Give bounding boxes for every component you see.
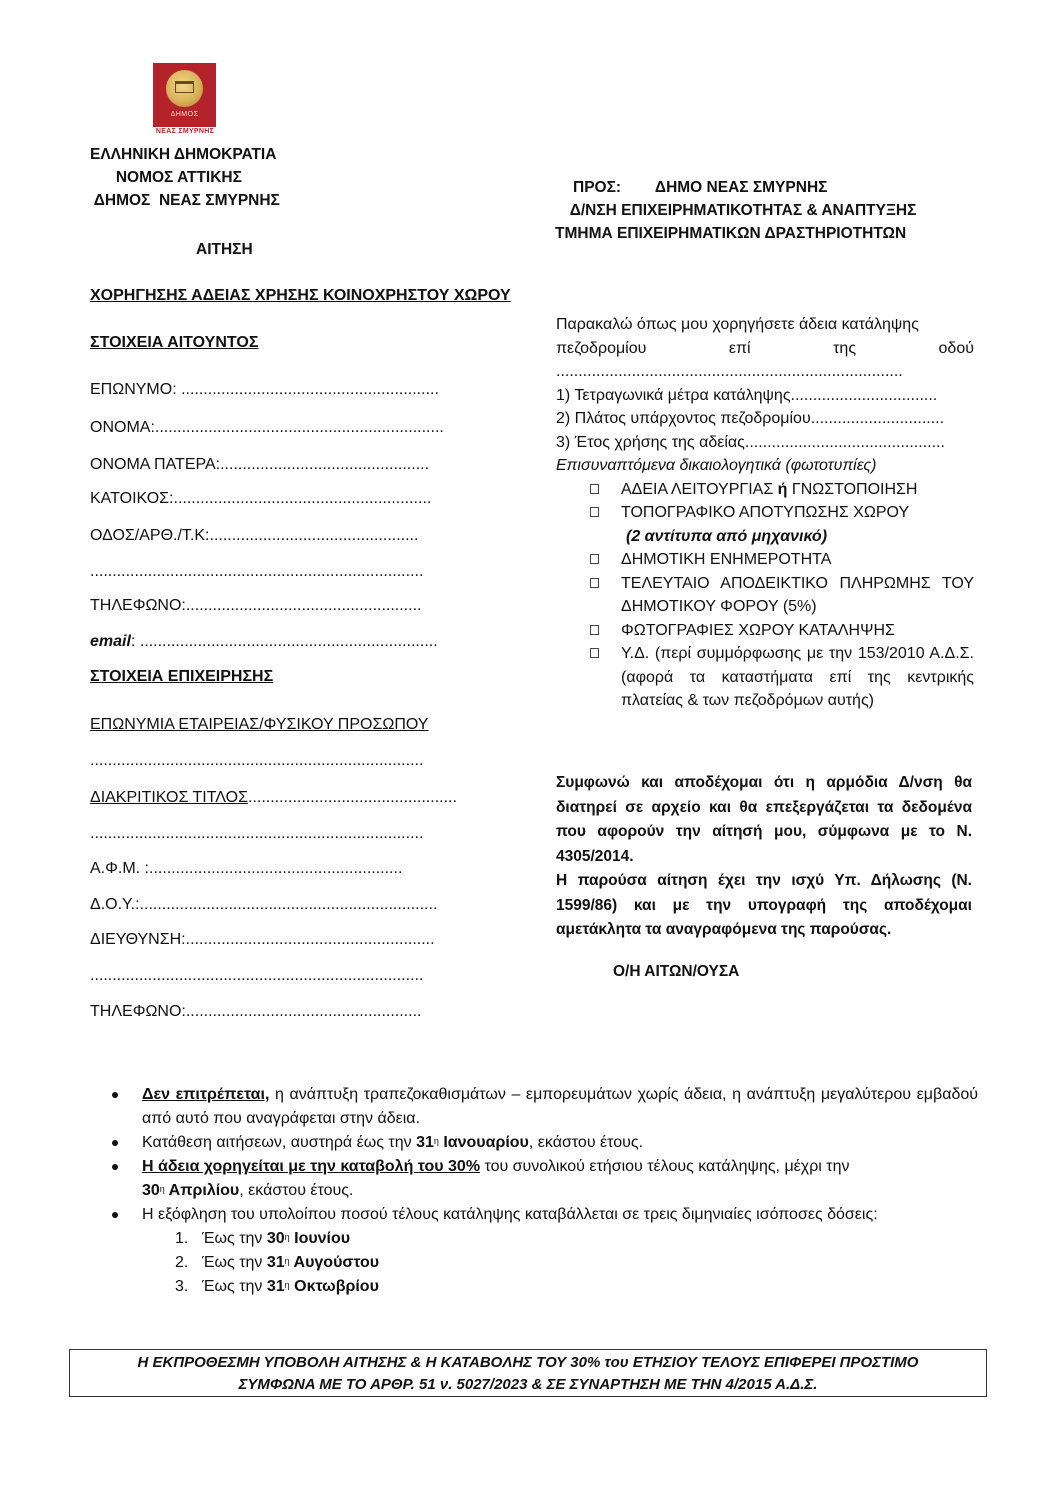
phone-label: ΤΗΛΕΦΩΝΟ: bbox=[90, 597, 186, 614]
municipality-logo bbox=[153, 63, 216, 127]
checkbox[interactable] bbox=[590, 625, 599, 635]
request-line-1: Παρακαλώ όπως μου χορηγήσετε άδεια κατάληψης bbox=[556, 316, 919, 333]
late-submission-fine-notice bbox=[69, 1349, 987, 1397]
attachment-declaration[interactable]: Υ.Δ. (περί συμμόρφωσης με την 153/2010 Α.Δ.Σ. (αφορά τα καταστήματα επί της κεντρικής πλατείας & των πεζοδρόμων αυτής) bbox=[556, 642, 974, 713]
company-name-field[interactable]: ........................................................................... bbox=[90, 752, 424, 769]
surname-label: ΕΠΩΝΥΜΟ: bbox=[90, 381, 182, 398]
sidewalk-width-label: 2) Πλάτος υπάρχοντος πεζοδρομίου bbox=[556, 410, 811, 427]
notes-list bbox=[112, 1083, 978, 1299]
business-phone-label: ΤΗΛΕΦΩΝΟ: bbox=[90, 1003, 186, 1020]
business-address-label: ΔΙΕΥΘΥΝΣΗ: bbox=[90, 931, 186, 948]
attachment-photos[interactable]: ΦΩΤΟΓΡΑΦΙΕΣ ΧΩΡΟΥ ΚΑΤΑΛΗΨΗΣ bbox=[556, 619, 974, 643]
business-phone-field[interactable]: ΤΗΛΕΦΩΝΟ:..................................................... bbox=[90, 1003, 422, 1020]
residence-label: ΚΑΤΟΙΚΟΣ: bbox=[90, 490, 174, 507]
residence-field[interactable]: ΚΑΤΟΙΚΟΣ:.......................................................... bbox=[90, 490, 432, 507]
directorate-line: Δ/ΝΣΗ ΕΠΙΧΕΙΡΗΜΑΤΙΚΟΤΗΤΑΣ & ΑΝΑΠΤΥΞΗΣ bbox=[566, 202, 917, 219]
father-name-label: ΟΝΟΜΑ ΠΑΤΕΡΑ: bbox=[90, 456, 221, 473]
bullet-icon bbox=[112, 1212, 118, 1218]
checkbox[interactable] bbox=[590, 648, 599, 658]
note-item: Η εξόφληση του υπολοίπου ποσού τέλους κατάληψης καταβάλλεται σε τρεις διμηνιαίες ισόποσες δόσεις: bbox=[112, 1203, 978, 1227]
trade-name-label: ΔΙΑΚΡΙΤΙΚΟΣ ΤΙΤΛΟΣ bbox=[90, 789, 248, 806]
request-line-2: πεζοδρομίου επί της οδού bbox=[556, 339, 974, 357]
fine-notice-line-1: Η ΕΚΠΡΟΘΕΣΜΗ ΥΠΟΒΟΛΗ ΑΙΤΗΣΗΣ & Η ΚΑΤΑΒΟΛΗΣ ΤΟΥ 30% του ΕΤΗΣΙΟΥ ΤΕΛΟΥΣ ΕΠΙΦΕΡΕΙ ΠΡΟΣΤΙΜΟ bbox=[137, 1354, 919, 1371]
note-item: Δεν επιτρέπεται, η ανάπτυξη τραπεζοκαθισμάτων – εμπορευμάτων χωρίς άδεια, η ανάπτυξη μεγαλύτερου εμβαδού από αυτό που αναγράφεται στην άδεια. bbox=[112, 1083, 978, 1131]
father-name-field[interactable]: ΟΝΟΜΑ ΠΑΤΕΡΑ:............................................... bbox=[90, 456, 430, 473]
phone-field[interactable]: ΤΗΛΕΦΩΝΟ:..................................................... bbox=[90, 597, 422, 614]
business-address-field[interactable]: ΔΙΕΥΘΥΝΣΗ:........................................................ bbox=[90, 931, 435, 948]
installments-list bbox=[112, 1227, 978, 1299]
tax-id-field[interactable]: Α.Φ.Μ. :......................................................... bbox=[90, 860, 403, 877]
business-address-extra-field[interactable]: ........................................................................... bbox=[90, 967, 424, 984]
form-title: ΧΟΡΗΓΗΣΗΣ ΑΔΕΙΑΣ ΧΡΗΣΗΣ ΚΟΙΝΟΧΡΗΣΤΟΥ ΧΩΡΟΥ bbox=[90, 287, 511, 304]
tax-office-field[interactable]: Δ.Ο.Υ.:................................................................... bbox=[90, 896, 438, 913]
name-label: ΟΝΟΜΑ: bbox=[90, 419, 155, 436]
occupied-area-field[interactable]: 1) Τετραγωνικά μέτρα κατάληψης................................. bbox=[556, 386, 938, 404]
checkbox[interactable] bbox=[590, 484, 599, 494]
bullet-icon bbox=[112, 1092, 118, 1098]
surname-field[interactable]: ΕΠΩΝΥΜΟ: .......................................................... bbox=[90, 381, 439, 398]
logo-label-top: ΔΗΜΟΣ bbox=[170, 111, 199, 118]
department-line: ΤΜΗΜΑ ΕΠΙΧΕΙΡΗΜΑΤΙΚΩΝ ΔΡΑΣΤΗΡΙΟΤΗΤΩΝ bbox=[555, 225, 907, 242]
trade-name-extra-field[interactable]: ........................................................................... bbox=[90, 825, 424, 842]
company-name-label: ΕΠΩΝΥΜΙΑ ΕΤΑΙΡΕΙΑΣ/ΦΥΣΙΚΟΥ ΠΡΟΣΩΠΟΥ bbox=[90, 716, 429, 733]
tax-id-label: Α.Φ.Μ. : bbox=[90, 860, 149, 877]
issuer-header bbox=[90, 143, 280, 212]
checkbox[interactable] bbox=[590, 507, 599, 517]
installment-item: 3. Έως την $31^\eta$ Οκτωβρίου bbox=[175, 1278, 379, 1295]
document-type: ΑΙΤΗΣΗ bbox=[196, 241, 253, 258]
business-section-title: ΣΤΟΙΧΕΙΑ ΕΠΙΧΕΙΡΗΣΗΣ bbox=[90, 668, 274, 685]
note-item: Η άδεια χορηγείται με την καταβολή του 30% του συνολικού ετήσιου τέλους κατάληψης, μέχρι την $30^\eta$ Απριλίου, εκάστου έτους. bbox=[112, 1155, 978, 1203]
permit-year-field[interactable]: 3) Έτος χρήσης της αδείας............................................. bbox=[556, 433, 945, 451]
recipient-line: ΠΡΟΣ: ΔΗΜΟ ΝΕΑΣ ΣΜΥΡΝΗΣ bbox=[573, 179, 828, 196]
request-block bbox=[556, 313, 974, 713]
sidewalk-width-field[interactable]: 2) Πλάτος υπάρχοντος πεζοδρομίου.............................. bbox=[556, 410, 945, 427]
republic-line: ΕΛΛΗΝΙΚΗ ΔΗΜΟΚΡΑΤΙΑ bbox=[90, 146, 277, 163]
topographic-note: (2 αντίτυπα από μηχανικό) bbox=[626, 527, 828, 545]
address-extra-field[interactable]: ........................................................................... bbox=[90, 563, 424, 580]
attachments-title: Επισυναπτόμενα δικαιολογητικά (φωτοτυπίες) bbox=[556, 457, 877, 474]
attachment-tax-receipt[interactable]: ΤΕΛΕΥΤΑΙΟ ΑΠΟΔΕΙΚΤΙΚΟ ΠΛΗΡΩΜΗΣ ΤΟΥ ΔΗΜΟΤΙΚΟΥ ΦΟΡΟΥ (5%) bbox=[556, 572, 974, 619]
fine-notice-line-2: ΣΥΜΦΩΝΑ ΜΕ ΤΟ ΑΡΘΡ. 51 ν. 5027/2023 & ΣΕ ΣΥΝΑΡΤΗΣΗ ΜΕ ΤΗΝ 4/2015 Α.Δ.Σ. bbox=[238, 1376, 818, 1393]
temple-icon bbox=[175, 81, 194, 93]
street-field[interactable]: .............................................................................. bbox=[556, 363, 903, 380]
email-label: email bbox=[90, 633, 131, 650]
attachment-operating-license[interactable]: ΑΔΕΙΑ ΛΕΙΤΟΥΡΓΙΑΣ ή ΓΝΩΣΤΟΠΟΙΗΣΗ bbox=[556, 478, 974, 502]
applicant-section-title: ΣΤΟΙΧΕΙΑ ΑΙΤΟΥΝΤΟΣ bbox=[90, 334, 259, 351]
note-item: Κατάθεση αιτήσεων, αυστηρά έως την $31^\eta$ Ιανουαρίου, εκάστου έτους. bbox=[112, 1131, 978, 1155]
coin-emblem-icon bbox=[166, 70, 203, 107]
bullet-icon bbox=[112, 1164, 118, 1170]
tax-office-label: Δ.Ο.Υ.: bbox=[90, 896, 140, 913]
attachment-municipal-clearance[interactable]: ΔΗΜΟΤΙΚΗ ΕΝΗΜΕΡΟΤΗΤΑ bbox=[556, 548, 974, 572]
bullet-icon bbox=[112, 1140, 118, 1146]
name-field[interactable]: ΟΝΟΜΑ:................................................................. bbox=[90, 419, 444, 436]
recipient-header bbox=[555, 176, 916, 245]
logo-caption: ΝΕΑΣ ΣΜΥΡΝΗΣ bbox=[155, 128, 215, 135]
prefecture-line: ΝΟΜΟΣ ΑΤΤΙΚΗΣ bbox=[90, 169, 242, 186]
attachment-topographic-survey[interactable]: ΤΟΠΟΓΡΑΦΙΚΟ ΑΠΟΤΥΠΩΣΗΣ ΧΩΡΟΥ bbox=[556, 501, 974, 525]
address-field[interactable]: ΟΔΟΣ/ΑΡΘ./Τ.Κ:............................................... bbox=[90, 527, 419, 544]
permit-year-label: 3) Έτος χρήσης της αδείας bbox=[556, 433, 745, 451]
consent-block bbox=[556, 771, 972, 943]
installment-item: 1. Έως την $30^\eta$ Ιουνίου bbox=[175, 1230, 351, 1247]
checkbox[interactable] bbox=[590, 554, 599, 564]
email-field[interactable]: email: ................................................................... bbox=[90, 633, 438, 650]
solemn-declaration: Η παρούσα αίτηση έχει την ισχύ Υπ. Δήλωσης (Ν. 1599/86) και με την υπογραφή της αποδέχομαι αμετάκλητα τα αναγραφόμενα της παρούσας. bbox=[556, 872, 972, 938]
gdpr-consent: Συμφωνώ και αποδέχομαι ότι η αρμόδια Δ/νση θα διατηρεί σε αρχείο και θα επεξεργάζεται τα δεδομένα που αφορούν την αίτησή μου, σύμφωνα με το Ν. 4305/2014. bbox=[556, 774, 972, 865]
signature-label: Ο/Η ΑΙΤΩΝ/ΟΥΣΑ bbox=[613, 963, 740, 980]
occupied-area-label: 1) Τετραγωνικά μέτρα κατάληψης bbox=[556, 386, 791, 404]
municipality-line: ΔΗΜΟΣ ΝΕΑΣ ΣΜΥΡΝΗΣ bbox=[90, 192, 280, 209]
trade-name-field[interactable]: ΔΙΑΚΡΙΤΙΚΟΣ ΤΙΤΛΟΣ............................................... bbox=[90, 789, 457, 806]
address-label: ΟΔΟΣ/ΑΡΘ./Τ.Κ: bbox=[90, 527, 210, 544]
checkbox[interactable] bbox=[590, 578, 599, 588]
installment-item: 2. Έως την $31^\eta$ Αυγούστου bbox=[175, 1254, 380, 1271]
